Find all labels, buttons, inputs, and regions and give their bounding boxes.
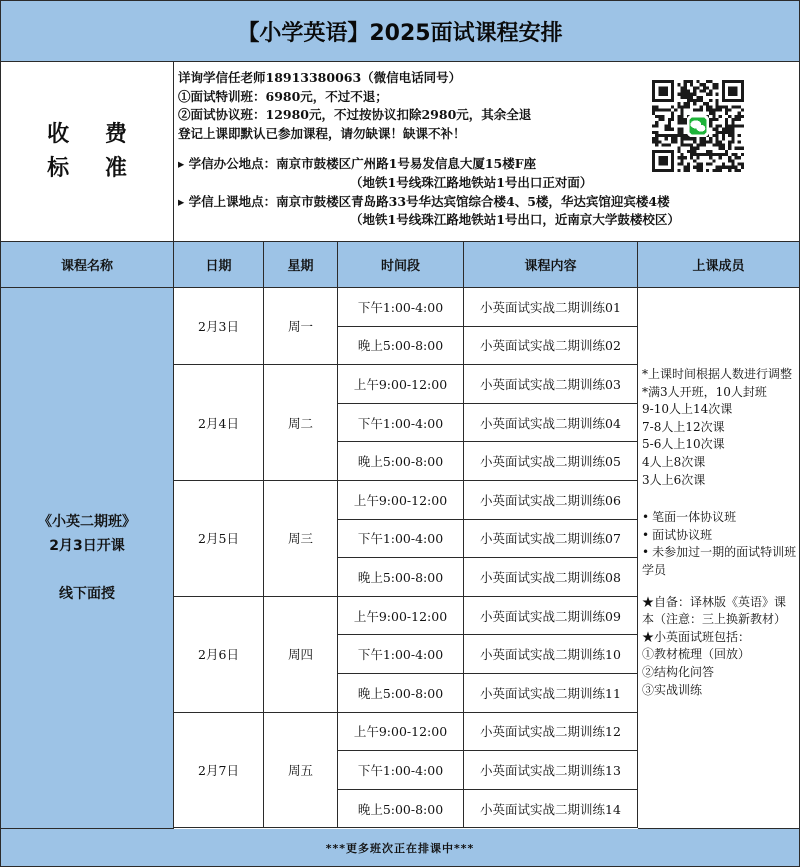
session-time: 下午1:00-4:00 (338, 635, 464, 674)
office-address-sub: （地铁1号线珠江路地铁站1号出口正对面） (350, 174, 593, 190)
fee-label-line1: 收 费 (47, 121, 141, 147)
class-address: ▸ 学信上课地点：南京市鼓楼区青岛路33号华达宾馆综合楼4、5楼，华达宾馆迎宾楼4楼 (178, 193, 670, 209)
member-note: ①教材梳理（回放） (642, 647, 751, 662)
session-time: 晚上5:00-8:00 (338, 327, 464, 366)
member-note: 7-8人上12次课 (642, 419, 725, 434)
session-content: 小英面试实战二期训练01 (464, 288, 638, 327)
session-content: 小英面试实战二期训练03 (464, 365, 638, 404)
member-note: • 笔面一体协议班 (642, 509, 797, 527)
day-date: 2月4日 (174, 365, 264, 481)
session-time: 下午1:00-4:00 (338, 404, 464, 443)
member-note: ★自备：译林版《英语》课本（注意：三上换新教材） (642, 594, 787, 627)
header-course-name: 课程名称 (0, 242, 174, 288)
member-note: ②结构化问答 (642, 664, 715, 679)
header-weekday: 星期 (264, 242, 338, 288)
footer-note: ***更多班次正在排课中*** (0, 829, 800, 867)
course-title: 《小英二期班》 (38, 514, 136, 530)
wechat-qr-code-icon (652, 80, 744, 172)
header-date: 日期 (174, 242, 264, 288)
header-time: 时间段 (338, 242, 464, 288)
session-time: 上午9:00-12:00 (338, 597, 464, 636)
session-time: 上午9:00-12:00 (338, 481, 464, 520)
session-time: 晚上5:00-8:00 (338, 558, 464, 597)
fee-label-line2: 标 准 (47, 155, 141, 181)
session-time: 上午9:00-12:00 (338, 713, 464, 752)
fee-attendance-note: 登记上课即默认已参加课程，请勿缺课！缺课不补！ (178, 125, 466, 141)
member-note: 5-6人上10次课 (642, 437, 725, 452)
office-address: ▸ 学信办公地点：南京市鼓楼区广州路1号易发信息大厦15楼F座 (178, 156, 537, 172)
fee-label (0, 62, 174, 242)
session-content: 小英面试实战二期训练10 (464, 635, 638, 674)
session-content: 小英面试实战二期训练04 (464, 404, 638, 443)
member-note: • 未参加过一期的面试特训班学员 (642, 544, 797, 579)
day-weekday: 周一 (264, 288, 338, 365)
session-content: 小英面试实战二期训练09 (464, 597, 638, 636)
session-time: 上午9:00-12:00 (338, 365, 464, 404)
header-members: 上课成员 (638, 242, 800, 288)
session-content: 小英面试实战二期训练08 (464, 558, 638, 597)
day-weekday: 周四 (264, 597, 338, 713)
session-content: 小英面试实战二期训练12 (464, 713, 638, 752)
course-name-cell (0, 288, 174, 829)
day-date: 2月3日 (174, 288, 264, 365)
session-time: 晚上5:00-8:00 (338, 674, 464, 713)
session-content: 小英面试实战二期训练14 (464, 790, 638, 829)
members-notes (638, 288, 800, 829)
member-note: • 面试协议班 (642, 527, 797, 545)
day-date: 2月7日 (174, 713, 264, 829)
session-content: 小英面试实战二期训练05 (464, 442, 638, 481)
pointer-icon: ▸ (178, 193, 189, 209)
session-content: 小英面试实战二期训练07 (464, 520, 638, 559)
session-content: 小英面试实战二期训练06 (464, 481, 638, 520)
session-time: 晚上5:00-8:00 (338, 442, 464, 481)
session-time: 晚上5:00-8:00 (338, 790, 464, 829)
fee-special-class: ①面试特训班：6980元，不过不退； (178, 88, 388, 104)
member-note: 9-10人上14次课 (642, 402, 733, 417)
member-note: *上课时间根据人数进行调整 (642, 367, 793, 381)
day-weekday: 周二 (264, 365, 338, 481)
member-note: *满3人开班，10人封班 (642, 384, 767, 399)
day-weekday: 周三 (264, 481, 338, 597)
member-note: 3人上6次课 (642, 472, 706, 487)
course-mode: 线下面授 (59, 586, 115, 602)
fee-agreement-class: ②面试协议班：12980元，不过按协议扣除2980元，其余全退 (178, 107, 532, 123)
session-content: 小英面试实战二期训练02 (464, 327, 638, 366)
day-weekday: 周五 (264, 713, 338, 829)
session-time: 下午1:00-4:00 (338, 288, 464, 327)
page-title: 【小学英语】2025面试课程安排 (0, 0, 800, 62)
class-address-sub: （地铁1号线珠江路地铁站1号出口，近南京大学鼓楼校区） (350, 212, 680, 228)
member-note: ★小英面试班包括： (642, 629, 751, 644)
session-content: 小英面试实战二期训练13 (464, 751, 638, 790)
session-time: 下午1:00-4:00 (338, 751, 464, 790)
member-note: ③实战训练 (642, 682, 703, 697)
header-content: 课程内容 (464, 242, 638, 288)
fee-contact: 详询学信任老师18913380063（微信电话同号） (178, 70, 462, 85)
session-time: 下午1:00-4:00 (338, 520, 464, 559)
day-date: 2月5日 (174, 481, 264, 597)
course-start-date: 2月3日开课 (49, 538, 125, 554)
day-date: 2月6日 (174, 597, 264, 713)
pointer-icon: ▸ (178, 156, 189, 172)
member-note: 4人上8次课 (642, 454, 706, 469)
session-content: 小英面试实战二期训练11 (464, 674, 638, 713)
